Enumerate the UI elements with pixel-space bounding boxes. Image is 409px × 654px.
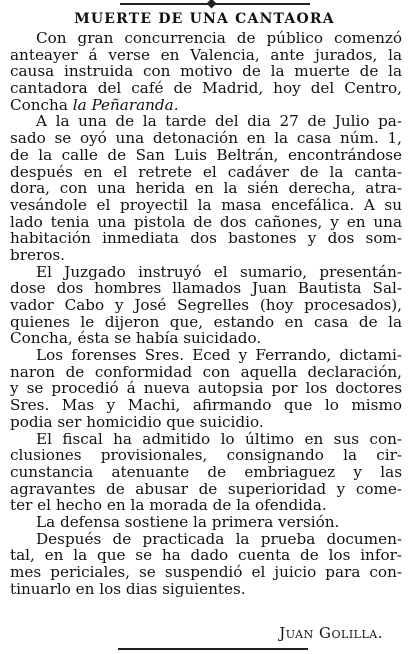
article-line: vesándole el proyectil la masa encefálica. A su — [10, 196, 402, 214]
article-line: sado se oyó una detonación en la casa núm. 1, — [10, 130, 402, 147]
article-line: agravantes de abusar de superioridad y come- — [10, 480, 402, 498]
top-ornament-rule — [120, 3, 310, 5]
article-line: Sres. Mas y Machi, afirmando que lo mismo — [10, 397, 402, 414]
article-line: naron de conformidad con aquella declaración, — [10, 363, 402, 381]
article-line: dora, con una herida en la sién derecha, atra- — [10, 180, 402, 197]
article-line: habitación inmediata dos bastones y dos som- — [10, 230, 402, 247]
article-line: anteayer á verse en Valencia, ante jurados, la — [10, 46, 402, 64]
article-line: quienes le dijeron que, estando en casa de la — [10, 313, 402, 331]
article-line: Los forenses Sres. Eced y Ferrando, dictami- — [36, 347, 402, 364]
article-line: podia ser homicidio que suicidio. — [10, 413, 264, 431]
diamond-ornament-icon — [207, 0, 217, 8]
article-line: de la calle de San Luis Beltrán, encontrándose — [10, 146, 402, 164]
article-line: ter el hecho en la morada de la ofendida. — [10, 497, 327, 514]
article-line: Concha la Peñaranda. — [10, 96, 179, 114]
article-line: cantadora del café de Madrid, hoy del Centro, — [10, 80, 402, 97]
article-line: mes periciales, se suspendió el juicio para con- — [10, 564, 402, 581]
article-line: cunstancia atenuante de embriaguez y las — [10, 463, 402, 481]
article-line: tinuarlo en los dias siguientes. — [10, 580, 246, 598]
article-line: causa instruida con motivo de la muerte de la — [10, 63, 402, 81]
article-headline: MUERTE DE UNA CANTAORA — [74, 11, 335, 27]
article-line: Con gran concurrencia de público comenzó — [36, 30, 402, 47]
article-line: dose dos hombres llamados Juan Bautista Sal- — [10, 280, 402, 297]
article-line: vador Cabo y José Segrelles (hoy procesados), — [10, 297, 402, 314]
article-line: El fiscal ha admitido lo último en sus con- — [36, 430, 402, 448]
author-signature: Juan Golilla. — [279, 624, 383, 642]
article-line: La defensa sostiene la primera versión. — [36, 513, 340, 531]
article-line: A la una de la tarde del dia 27 de Julio pa- — [36, 113, 402, 131]
article-body — [10, 30, 402, 597]
article-line: después en el retrete el cadáver de la canta- — [10, 163, 402, 181]
article-line: lado tenia una pistola de dos cañones, y en una — [10, 213, 402, 231]
article-line: clusiones provisionales, consignando la cir- — [10, 447, 402, 464]
article-line: Concha, ésta se había suicidado. — [10, 330, 262, 348]
bottom-rule — [118, 648, 308, 650]
article-line: y se procedió á nueva autopsia por los doctores — [10, 380, 402, 398]
article-line: El Juzgado instruyó el sumario, presentán- — [36, 263, 402, 281]
article-line: tal, en la que se ha dado cuenta de los infor- — [10, 547, 402, 564]
article-line: Después de practicada la prueba documen- — [36, 530, 402, 548]
article-line: breros. — [10, 246, 65, 264]
